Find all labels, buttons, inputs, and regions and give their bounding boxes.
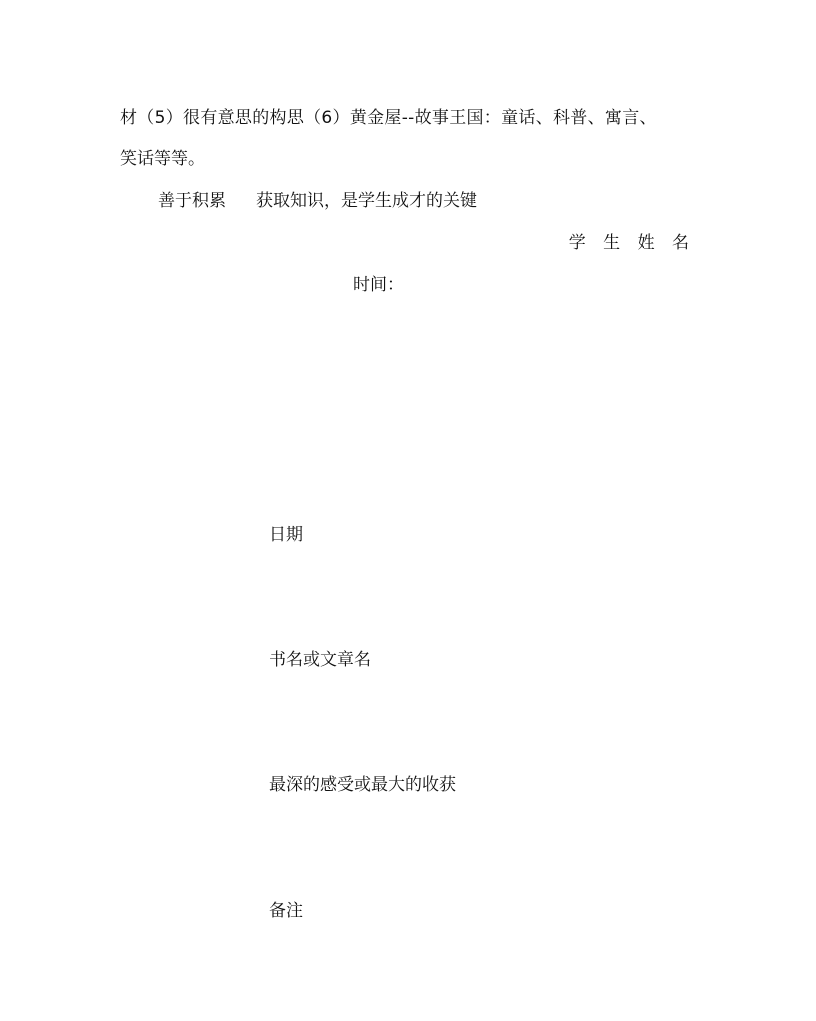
heading-part-1: 善于积累 <box>158 191 226 211</box>
section-heading <box>158 190 477 212</box>
student-name-label: 学 生 姓 名 <box>568 233 695 253</box>
date-field-label: 日期 <box>269 525 303 545</box>
impression-field-label: 最深的感受或最大的收获 <box>269 775 456 795</box>
heading-part-2: 获取知识，是学生成才的关键 <box>256 191 477 211</box>
body-text-line-1: 材（5）很有意思的构思（6）黄金屋--故事王国：童话、科普、寓言、 <box>120 108 657 128</box>
title-field-label: 书名或文章名 <box>269 650 371 670</box>
notes-field-label: 备注 <box>269 901 303 921</box>
body-text-line-2: 笑话等等。 <box>120 149 205 169</box>
time-label: 时间： <box>353 275 404 295</box>
